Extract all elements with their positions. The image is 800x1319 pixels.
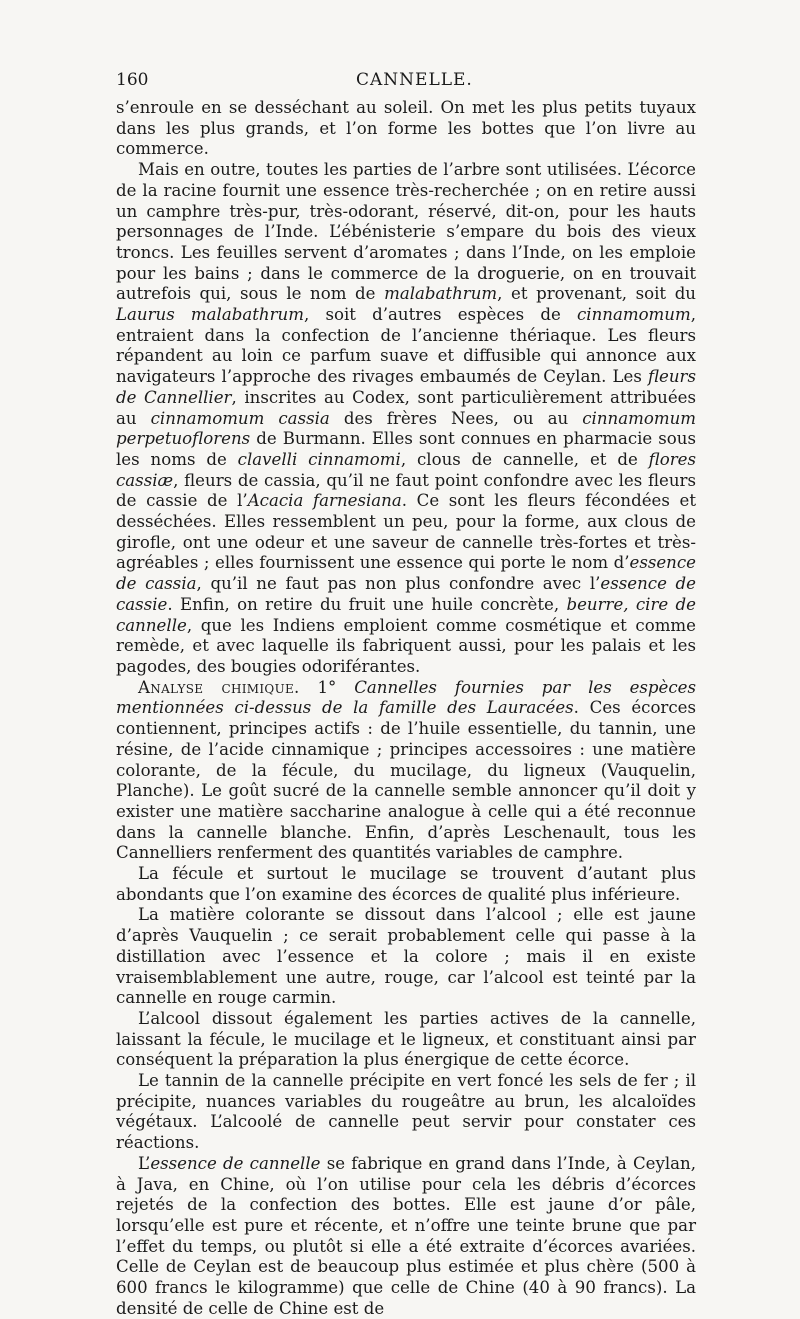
italic-text: essence de cassie (116, 574, 696, 614)
paragraph (116, 1009, 696, 1071)
running-title: CANNELLE. (356, 70, 473, 90)
italic-text: malabathrum (384, 284, 498, 304)
text-run: s’enroule en se desséchant au soleil. On met les plus petits tuyaux dans les plus grands, et l’on forme les bottes que l’on livre au commerce. (116, 98, 696, 159)
body-text (116, 98, 696, 1319)
text-run: de Burmann. Elles sont connues en pharmacie sous les noms de (116, 429, 696, 469)
italic-text: cinnamomum perpetuoflorens (116, 408, 696, 449)
text-run: , qu’il ne faut pas non plus confondre avec l’ (196, 574, 601, 594)
italic-text: cinnamomum cassia (150, 408, 330, 428)
italic-text: fleurs de Cannellier (116, 367, 696, 407)
paragraph (116, 98, 696, 160)
text-run: , fleurs de cassia, qu’il ne faut point confondre avec les fleurs de cassie de l’ (116, 470, 696, 511)
text-run: L’ (138, 1153, 151, 1173)
italic-text: essence de cassia (116, 553, 696, 594)
text-run: Mais en outre, toutes les parties de l’arbre sont utilisées. L’écorce de la racine fournit une essence très-recherchée ; on en retire aussi un camphre très-pur, très-odorant, réservé, dit-on, pour les hauts personnages de l’Inde. L’ébénisterie s’empare du bois des vieux troncs. Les feuilles servent d’aromates ; dans l’Inde, on les emploie pour les bains ; dans le commerce de la droguerie, on en trouvait autrefois qui, sous le nom de (116, 160, 696, 304)
text-run: , et provenant, soit du (497, 284, 696, 304)
text-run: , inscrites au Codex, sont particulièrement attribuées au (116, 387, 696, 428)
text-run: Le tannin de la cannelle précipite en vert foncé les sels de fer ; il précipite, nuances variables du rougeâtre au brun, les alcaloïdes végétaux. L’alcoolé de cannelle peut servir pour constater ces réactions. (116, 1071, 696, 1153)
text-run: des frères Nees, ou au (329, 408, 583, 428)
italic-text: Laurus malabathrum (116, 305, 304, 325)
text-run: La matière colorante se dissout dans l’alcool ; elle est jaune d’après Vauquelin ; ce serait probablement celle qui passe à la distillation avec l’essence et la colore ; mais il en existe vraisemblablement une autre, rouge, car l’alcool est teinté par la cannelle en rouge carmin. (116, 905, 696, 1008)
text-run: La fécule et surtout le mucilage se trouvent d’autant plus abondants que l’on examine des écorces de qualité plus inférieure. (116, 864, 696, 904)
section-heading: Analyse chimique. (138, 677, 300, 697)
text-run: , soit d’autres espèces de (303, 305, 577, 325)
italic-text: essence de cannelle (150, 1153, 321, 1173)
page-header (116, 70, 696, 92)
italic-text: Acacia farnesiana (247, 491, 402, 511)
italic-text: beurre, cire de cannelle (116, 594, 697, 635)
paragraph (116, 864, 696, 905)
page-number: 160 (116, 70, 149, 90)
text-run: , clous de cannelle, et de (400, 449, 649, 469)
text-run: . Ces écorces contiennent, principes actifs : de l’huile essentielle, du tannin, une résine, de l’acide cinnamique ; principes accessoires : une matière colorante, de la fécule, du mucilage, du ligneux (Vauquelin, Planche). Le goût sucré de la cannelle semble annoncer qu’il doit y exister une matière saccharine analogue à celle qui a été reconnue dans la cannelle blanche. Enfin, d’après Leschenault, tous les Cannelliers renferment des quantités variables de camphre. (116, 698, 696, 863)
paragraph (116, 678, 696, 864)
italic-text: cinnamomum (576, 305, 691, 325)
paragraph (116, 1154, 696, 1319)
text-run: , que les Indiens emploient comme cosmétique et comme remède, et avec laquelle ils fabriquent aussi, pour les palais et les pagodes, des bougies odoriférantes. (116, 615, 696, 676)
text-run: , entraient dans la confection de l’ancienne thériaque. Les fleurs répandent au loin ce parfum suave et diffusible qui annonce aux navigateurs l’approche des rivages embaumés de Ceylan. Les (116, 305, 696, 387)
italic-text: clavelli cinnamomi (237, 449, 401, 469)
italic-text: Cannelles fournies par les espèces mentionnées ci-dessus de la famille des Lauracées (116, 677, 696, 718)
text-run: se fabrique en grand dans l’Inde, à Ceylan, à Java, en Chine, où l’on utilise pour cela les débris d’écorces rejetés de la confection des bottes. Elle est jaune d’or pâle, lorsqu’elle est pure et récente, et n’offre une teinte brune que par l’effet du temps, ou plutôt si elle a été extraite d’écorces avariées. Celle de Ceylan est de beaucoup plus estimée et plus chère (500 à 600 francs le kilogramme) que celle de Chine (40 à 90 francs). La densité de celle de Chine est de (116, 1153, 696, 1318)
paragraph (116, 160, 696, 678)
paragraph (116, 905, 696, 1009)
paragraph (116, 1071, 696, 1154)
text-run: . Ce sont les fleurs fécondées et desséchées. Elles ressemblent un peu, pour la forme, aux clous de girofle, ont une odeur et une saveur de cannelle très-fortes et très-agréables ; elles fournissent une essence qui porte le nom d’ (116, 491, 696, 573)
text-run: L’alcool dissout également les parties actives de la cannelle, laissant la fécule, le mucilage et le ligneux, et constituant ainsi par conséquent la préparation la plus énergique de cette écorce. (116, 1008, 696, 1070)
text-run: . Enfin, on retire du fruit une huile concrète, (167, 594, 567, 614)
text-run: 1° (299, 677, 355, 697)
italic-text: flores cassiæ (116, 449, 696, 490)
